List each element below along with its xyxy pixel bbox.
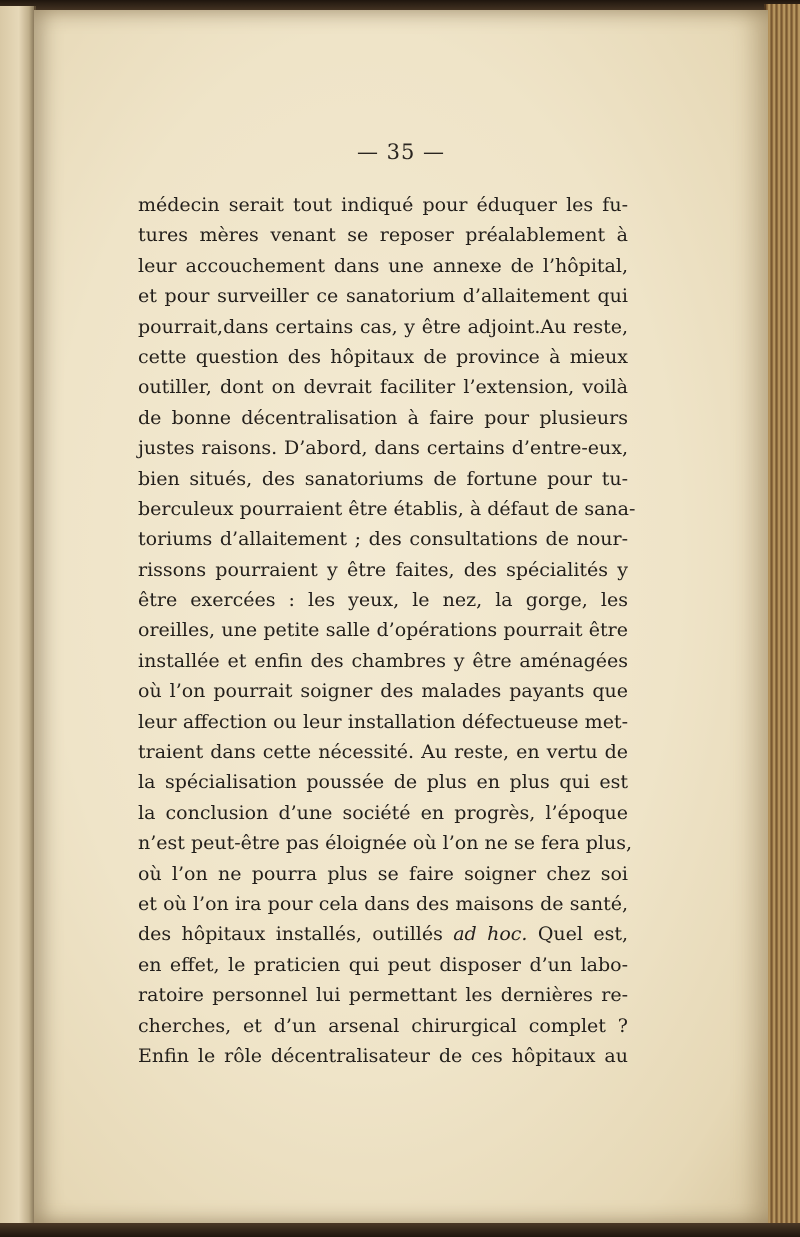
text-line: cherches, et d’un arsenal chirurgical complet ?: [138, 1014, 628, 1037]
text-line: de bonne décentralisation à faire pour plusieurs: [138, 406, 628, 429]
text-line-mixed: [138, 919, 628, 949]
text-line: en effet, le praticien qui peut disposer d’un labo-: [138, 953, 628, 976]
text-segment: Quel est,: [537, 923, 629, 946]
text-line: traient dans cette nécessité. Au reste, en vertu de: [138, 741, 628, 764]
text-line: justes raisons. D’abord, dans certains d’entre-eux,: [138, 437, 628, 460]
text-segment: des hôpitaux installés, outillés: [138, 923, 443, 946]
text-line: outiller, dont on devrait faciliter l’extension, voilà: [138, 376, 628, 399]
text-line: n’est peut-être pas éloignée où l’on ne se fera plus,: [138, 832, 633, 855]
book-bottom-edge: [0, 1223, 800, 1237]
body-text: [138, 190, 636, 1071]
text-line: Enfin le rôle décentralisateur de ces hôpitaux au: [138, 1044, 628, 1067]
text-line: oreilles, une petite salle d’opérations pourrait être: [138, 619, 628, 642]
page-number: — 35 —: [356, 140, 446, 164]
left-page-edge: [0, 6, 36, 1228]
text-line: pourrait,dans certains cas, y être adjoint.Au reste,: [138, 315, 628, 338]
text-line: où l’on ne pourra plus se faire soigner chez soi: [138, 862, 628, 885]
text-line: la conclusion d’une société en progrès, l’époque: [138, 801, 628, 824]
page-sheet: [34, 10, 768, 1224]
text-line: et pour surveiller ce sanatorium d’allaitement qui: [138, 285, 628, 308]
text-line: médecin serait tout indiqué pour éduquer les fu-: [138, 194, 628, 216]
text-line: où l’on pourrait soigner des malades payants que: [138, 680, 628, 703]
italic-phrase: ad hoc.: [453, 923, 528, 946]
text-line: leur affection ou leur installation défectueuse met-: [138, 710, 628, 733]
text-line: cette question des hôpitaux de province à mieux: [138, 345, 628, 368]
text-line: et où l’on ira pour cela dans des maisons de santé,: [138, 892, 628, 915]
text-line: leur accouchement dans une annexe de l’hôpital,: [138, 254, 628, 277]
text-line: toriums d’allaitement ; des consultations de nour-: [138, 528, 628, 551]
text-line: la spécialisation poussée de plus en plus qui est: [138, 771, 628, 794]
text-line: bien situés, des sanatoriums de fortune pour tu-: [138, 467, 628, 490]
text-line: tures mères venant se reposer préalablement à: [138, 224, 628, 247]
text-line: installée et enfin des chambres y être aménagées: [138, 649, 628, 672]
text-line: être exercées : les yeux, le nez, la gorge, les: [138, 589, 628, 612]
text-line: rissons pourraient y être faites, des spécialités y: [138, 558, 628, 581]
text-line: ratoire personnel lui permettant les dernières re-: [138, 984, 628, 1007]
text-line: berculeux pourraient être établis, à défaut de sana-: [138, 497, 636, 520]
page-stack-edges: [764, 4, 800, 1232]
